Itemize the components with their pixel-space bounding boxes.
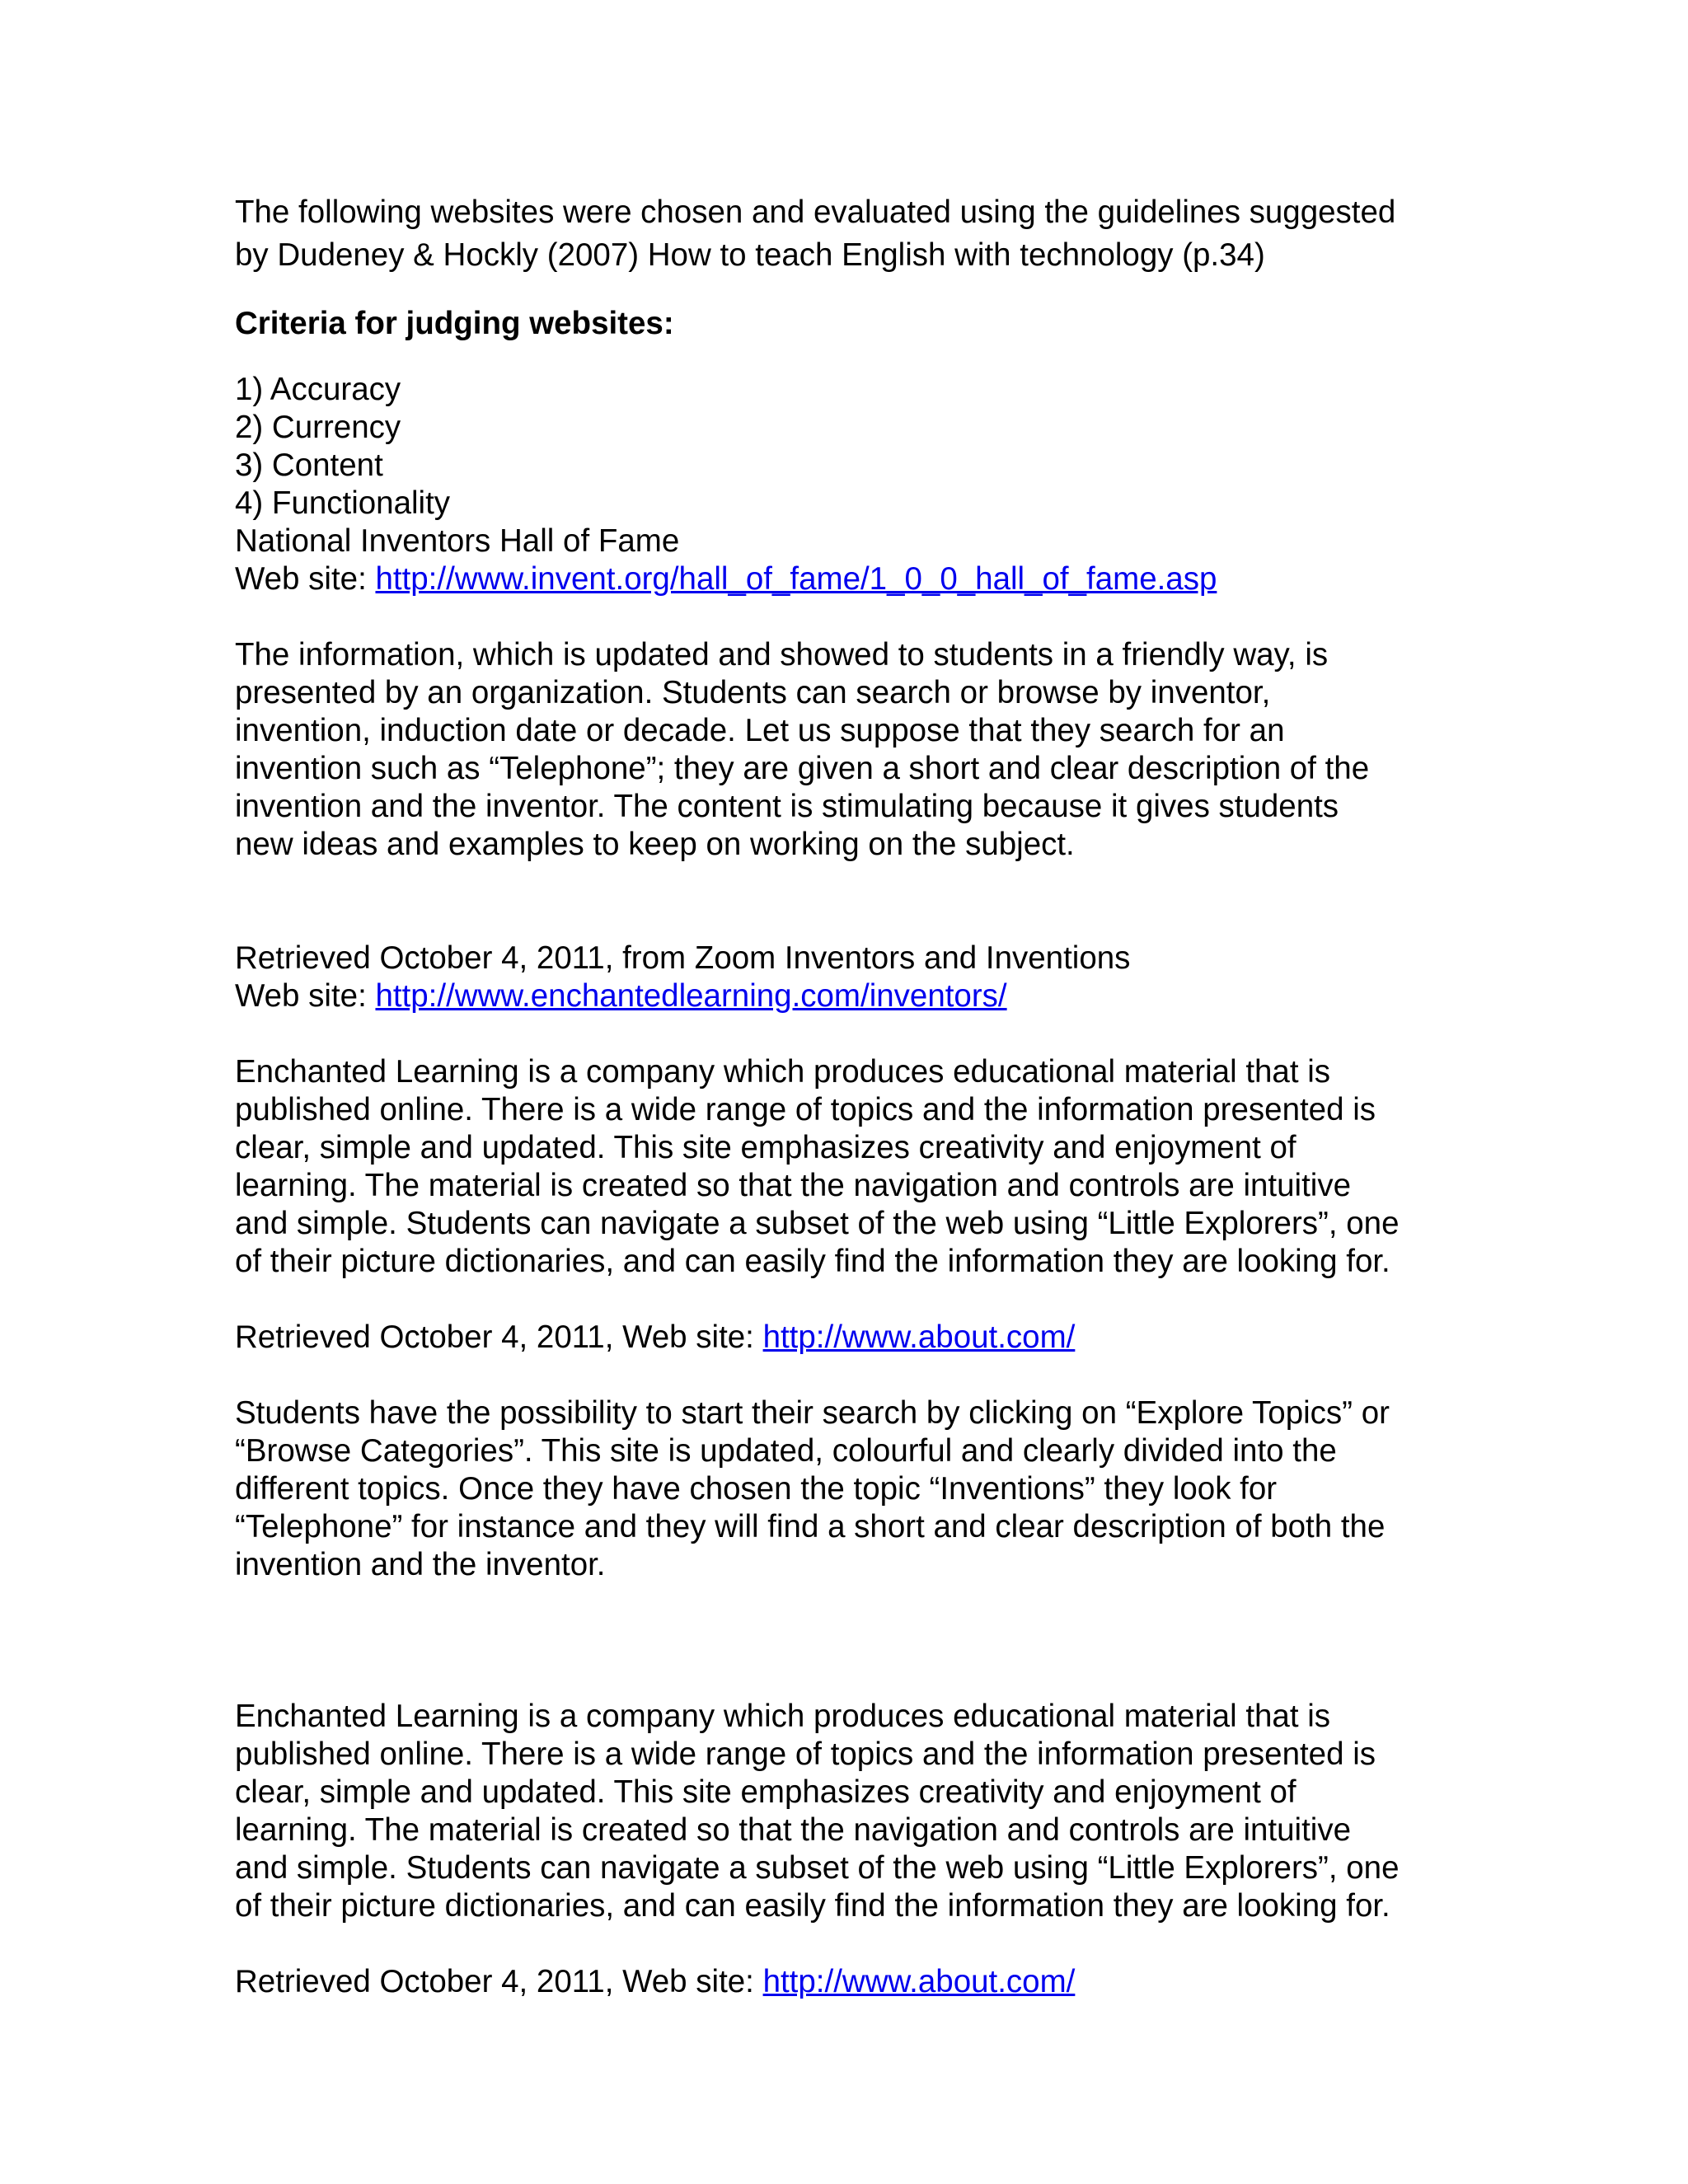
site3-description-line: invention and the inventor. — [235, 1547, 606, 1582]
site3-url-link[interactable]: http://www.about.com/ — [762, 1319, 1076, 1355]
criteria-item: 1) Accuracy — [235, 372, 401, 407]
site1-website-line — [235, 560, 1471, 598]
site2-retrieved: Retrieved October 4, 2011, from Zoom Inventors and Inventions — [235, 940, 1131, 976]
intro-line-2: by Dudeney & Hockly (2007) How to teach English with technology (p.34) — [235, 237, 1265, 273]
site2-description — [235, 1053, 1471, 1281]
site3-retrieved-label: Retrieved October 4, 2011, Web site: — [235, 1319, 763, 1355]
site1-url-link[interactable]: http://www.invent.org/hall_of_fame/1_0_0_hall_of_fame.asp — [375, 561, 1217, 597]
criteria-item: 4) Functionality — [235, 485, 451, 521]
repeat-retrieved-label: Retrieved October 4, 2011, Web site: — [235, 1964, 763, 1999]
repeat-description-line: and simple. Students can navigate a subset of the web using “Little Explorers”, one — [235, 1850, 1400, 1886]
repeat-url-link[interactable]: http://www.about.com/ — [762, 1964, 1076, 1999]
site3-description-line: “Browse Categories”. This site is updated, colourful and clearly divided into the — [235, 1433, 1337, 1469]
site1-description-line: invention such as “Telephone”; they are given a short and clear description of the — [235, 751, 1370, 786]
criteria-list — [235, 371, 1471, 523]
site2-description-line: learning. The material is created so that the navigation and controls are intuitive — [235, 1168, 1351, 1203]
site3-description — [235, 1394, 1471, 1584]
document-page — [235, 191, 1471, 2001]
criteria-item: 2) Currency — [235, 410, 401, 445]
site2-website-label: Web site: — [235, 978, 376, 1014]
site2-description-line: and simple. Students can navigate a subset of the web using “Little Explorers”, one — [235, 1206, 1400, 1241]
site1-description-line: invention and the inventor. The content is stimulating because it gives students — [235, 789, 1339, 824]
criteria-heading: Criteria for judging websites: — [235, 306, 674, 341]
criteria-item: 3) Content — [235, 448, 383, 483]
repeat-retrieved-line — [235, 1963, 1471, 2001]
site1-description-line: invention, induction date or decade. Let us suppose that they search for an — [235, 713, 1285, 748]
site3-retrieved-line — [235, 1319, 1471, 1357]
site2-description-line: Enchanted Learning is a company which produces educational material that is — [235, 1054, 1331, 1090]
site1-description — [235, 636, 1471, 864]
site3-description-line: “Telephone” for instance and they will find a short and clear description of both the — [235, 1509, 1386, 1544]
repeat-description-line: published online. There is a wide range of topics and the information presented is — [235, 1736, 1376, 1772]
site1-name: National Inventors Hall of Fame — [235, 523, 680, 559]
site3-description-line: different topics. Once they have chosen the topic “Inventions” they look for — [235, 1471, 1278, 1507]
site2-description-line: clear, simple and updated. This site emphasizes creativity and enjoyment of — [235, 1130, 1296, 1165]
site1-description-line: new ideas and examples to keep on working on the subject. — [235, 827, 1075, 862]
repeat-description-line: Enchanted Learning is a company which produces educational material that is — [235, 1699, 1331, 1734]
site1-description-line: presented by an organization. Students can search or browse by inventor, — [235, 675, 1271, 710]
site2-description-line: published online. There is a wide range of topics and the information presented is — [235, 1092, 1376, 1127]
repeat-description-line: learning. The material is created so that the navigation and controls are intuitive — [235, 1812, 1351, 1848]
site3-description-line: Students have the possibility to start their search by clicking on “Explore Topics” or — [235, 1395, 1390, 1431]
repeat-description-line: clear, simple and updated. This site emphasizes creativity and enjoyment of — [235, 1774, 1296, 1810]
site2-website-line — [235, 977, 1471, 1015]
site2-url-link[interactable]: http://www.enchantedlearning.com/inventors/ — [375, 978, 1007, 1014]
site2-description-line: of their picture dictionaries, and can easily find the information they are looking for. — [235, 1244, 1390, 1279]
site1-description-line: The information, which is updated and showed to students in a friendly way, is — [235, 637, 1329, 673]
repeat-description-line: of their picture dictionaries, and can easily find the information they are looking for. — [235, 1888, 1390, 1924]
site1-website-label: Web site: — [235, 561, 376, 597]
intro-line-1: The following websites were chosen and evaluated using the guidelines suggested — [235, 194, 1396, 230]
repeat-description — [235, 1698, 1471, 1925]
